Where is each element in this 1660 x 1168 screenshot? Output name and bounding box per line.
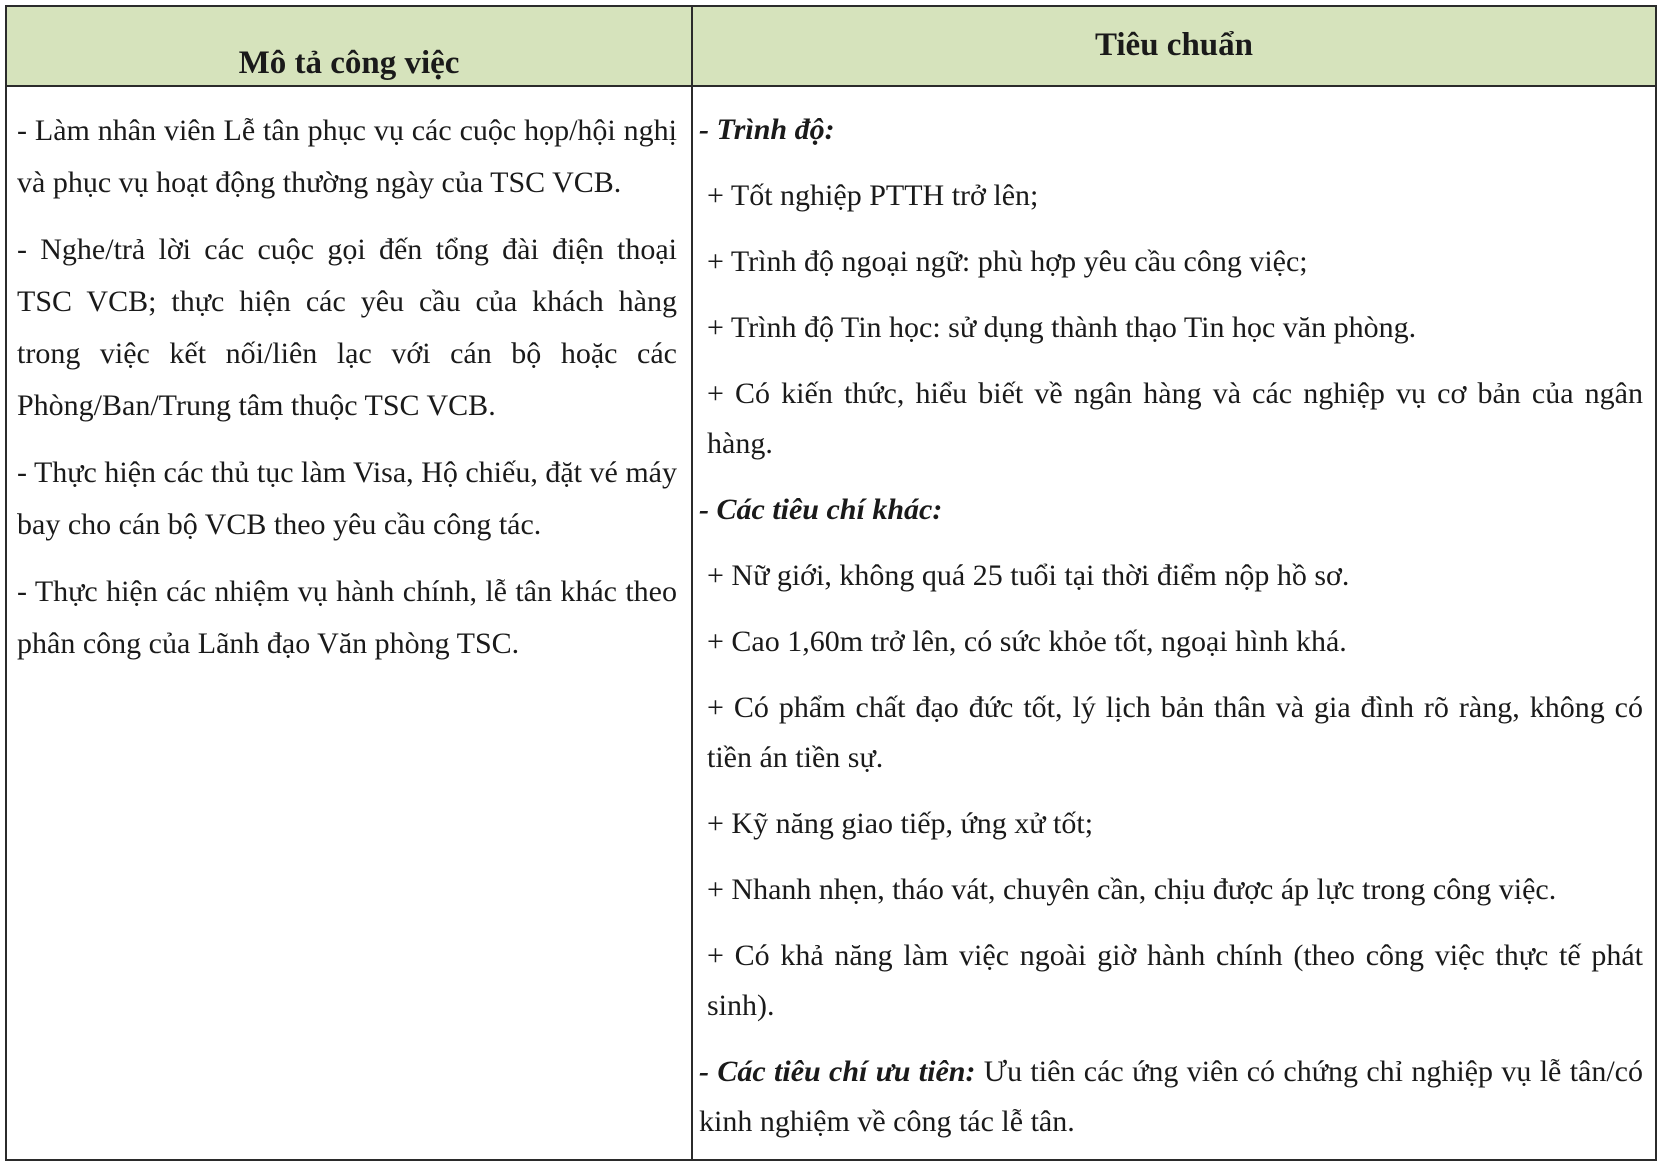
requirement-item: + Có khả năng làm việc ngoài giờ hành chính (theo công việc thực tế phát sinh). [707, 939, 1643, 1022]
job-duty-item: - Nghe/trả lời các cuộc gọi đến tổng đài điện thoại TSC VCB; thực hiện các yêu cầu của khách hàng trong việc kết nối/liên lạc với cán bộ hoặc các Phòng/Ban/Trung tâm thuộc TSC VCB. [17, 233, 677, 422]
priority-criteria [699, 1047, 1643, 1147]
section-heading-qualification: - Trình độ: [699, 113, 835, 146]
priority-text: Ưu tiên các ứng viên có chứng chỉ nghiệp vụ lễ tân/có kinh nghiệm về công tác lễ tân. [699, 1055, 1643, 1138]
requirement-item: + Nữ giới, không quá 25 tuổi tại thời điểm nộp hồ sơ. [707, 559, 1350, 592]
requirement-item: + Trình độ ngoại ngữ: phù hợp yêu cầu công việc; [707, 245, 1308, 278]
table-header-row [7, 7, 1655, 87]
header-job-description: Mô tả công việc [238, 45, 460, 81]
requirement-item: + Nhanh nhẹn, tháo vát, chuyên cần, chịu được áp lực trong công việc. [707, 873, 1557, 906]
column-divider [691, 7, 693, 1159]
job-duty-item: - Thực hiện các nhiệm vụ hành chính, lễ tân khác theo phân công của Lãnh đạo Văn phòng TSC. [17, 575, 677, 660]
requirement-item: + Kỹ năng giao tiếp, ứng xử tốt; [707, 807, 1094, 840]
requirements-cell [699, 105, 1643, 1163]
job-duty-item: - Thực hiện các thủ tục làm Visa, Hộ chiếu, đặt vé máy bay cho cán bộ VCB theo yêu cầu công tác. [17, 456, 677, 541]
requirement-item: + Có phẩm chất đạo đức tốt, lý lịch bản thân và gia đình rõ ràng, không có tiền án tiền sự. [707, 691, 1643, 774]
header-requirements: Tiêu chuẩn [1094, 27, 1254, 63]
section-heading-priority: - Các tiêu chí ưu tiên: [699, 1055, 976, 1088]
requirement-item: + Cao 1,60m trở lên, có sức khỏe tốt, ngoại hình khá. [707, 625, 1347, 658]
requirement-item: + Trình độ Tin học: sử dụng thành thạo Tin học văn phòng. [707, 311, 1417, 344]
requirement-item: + Tốt nghiệp PTTH trở lên; [707, 179, 1039, 212]
requirement-item: + Có kiến thức, hiểu biết về ngân hàng và các nghiệp vụ cơ bản của ngân hàng. [707, 377, 1643, 460]
job-description-cell [17, 105, 677, 685]
job-table [5, 5, 1657, 1161]
section-heading-other-criteria: - Các tiêu chí khác: [699, 493, 943, 526]
job-duty-item: - Làm nhân viên Lễ tân phục vụ các cuộc họp/hội nghị và phục vụ hoạt động thường ngày của TSC VCB. [17, 114, 677, 199]
